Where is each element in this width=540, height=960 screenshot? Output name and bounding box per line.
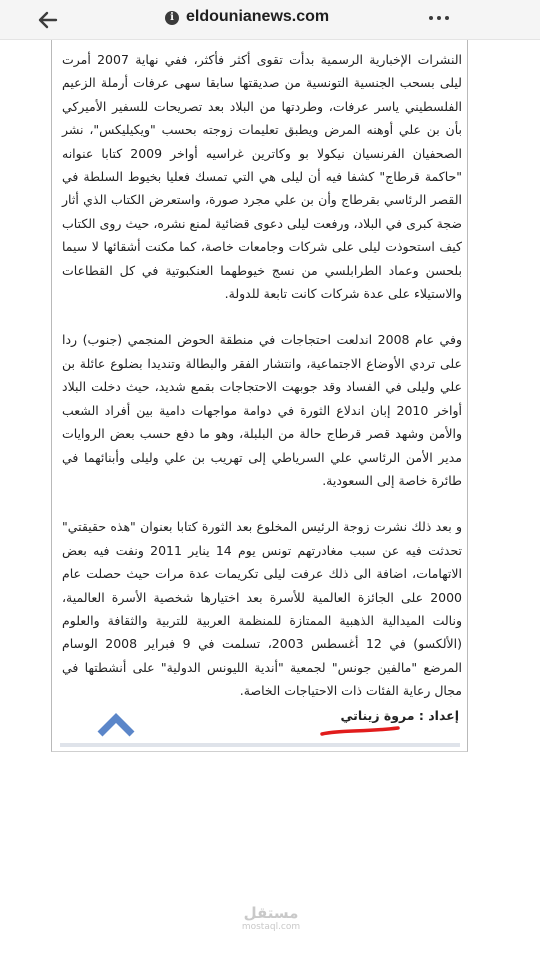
info-icon[interactable]: i [165,11,179,25]
url-domain[interactable]: eldounianews.com [186,8,330,25]
article-card [51,40,468,752]
article-paragraph: وفي عام 2008 اندلعت احتجاجات في منطقة الحوض المنجمي (جنوب) ردا على تردي الأوضاع الاجتماعية، وانتشار الفقر والبطالة وتنديدا بضلوع عائلة بن علي وليلى في الفساد وقد جوبهت الاحتجاجات بقمع شديد، حيث دخلت البلاد أواخر 2010 إبان اندلاع الثورة في دوامة مواجهات دامية بين أفراد الشعب والأمن وشهد قصر قرطاج حالة من البلبلة، وهو ما دفع حسب بعض الروايات مدير الأمن الرئاسي علي السرياطي إلى تهريب بن علي وليلى وأبنائهما في طائرة خاصة إلى السعودية. [62,332,462,488]
chevron-up-icon [96,712,136,738]
article-body [62,48,462,726]
article-bottom-divider [60,743,460,747]
more-vert-icon[interactable] [424,10,454,26]
article-paragraph: و بعد ذلك نشرت زوجة الرئيس المخلوع بعد الثورة كتابا بعنوان "هذه حقيقتي" تحدثت فيه عن سبب مغادرتهم تونس يوم 14 يناير 2011 ونفت فيه بعض الاتهامات، اضافة الى ذلك عرفت ليلى تكريمات عدة مرات حيث حصلت عام 2000 على الجائزة العالمية للأسرة بعد اختيارها شخصية الأسرة العالمية، ونالت الميدالية الذهبية الممتازة للمنظمة العربية للتربية والثقافة والعلوم (الألكسو) في 12 أغسطس 2003، تسلمت في 9 فبراير 2008 الوسام المرضع "مالفين جونس" لجمعية "أندية الليونس الدولية" على أنشطتها في مجال رعاية الفئات ذات الاحتياجات الخاصة. [62,519,462,699]
article-paragraph: النشرات الإخبارية الرسمية بدأت تقوى أكثر فأكثر، ففي نهاية 2007 أمرت ليلى بسحب الجنسية التونسية من صديقتها سابقا سهى عرفات أرملة الزعيم الفلسطيني ياسر عرفات، وطردتها من البلاد بعد تصريحات للسفير الأميركي بأن بن علي أوهنه المرض ويطبق تعليمات زوجته بحسب "ويكيليكس"، نشر الصحفيان الفرنسيان نيكولا بو وكاترين غراسيه أواخر 2009 كتابا عنوانه "حاكمة قرطاج" كشفا فيه أن ليلى هي التي تمسك فعليا بخيوط السلطة في القصر الرئاسي بقرطاج وأن بن علي مجرد صورة، واستعرض الكتاب الذي أثار ضجة كبرى في البلاد، ورفعت ليلى دعوى قضائية لمنع نشره، حيث روى الكتاب كيف استحوذت ليلى على شركات وجامعات خاصة، كما مكنت أشقائها لا سيما بلحسن وعماد الطرابلسي من نسج خيوطهما العنكبوتية في كل القطاعات والاستيلاء على عدة شركات كانت تابعة للدولة. [62,52,462,302]
scroll-to-top-button[interactable] [96,712,136,738]
back-button[interactable] [34,6,62,34]
red-underline-mark [320,725,400,739]
arrow-left-icon [38,10,58,30]
author-byline: إعداد : مروة زيناتي [340,708,459,723]
browser-toolbar [0,0,540,40]
mostaql-watermark: مستقل mostaql.com [241,904,301,932]
